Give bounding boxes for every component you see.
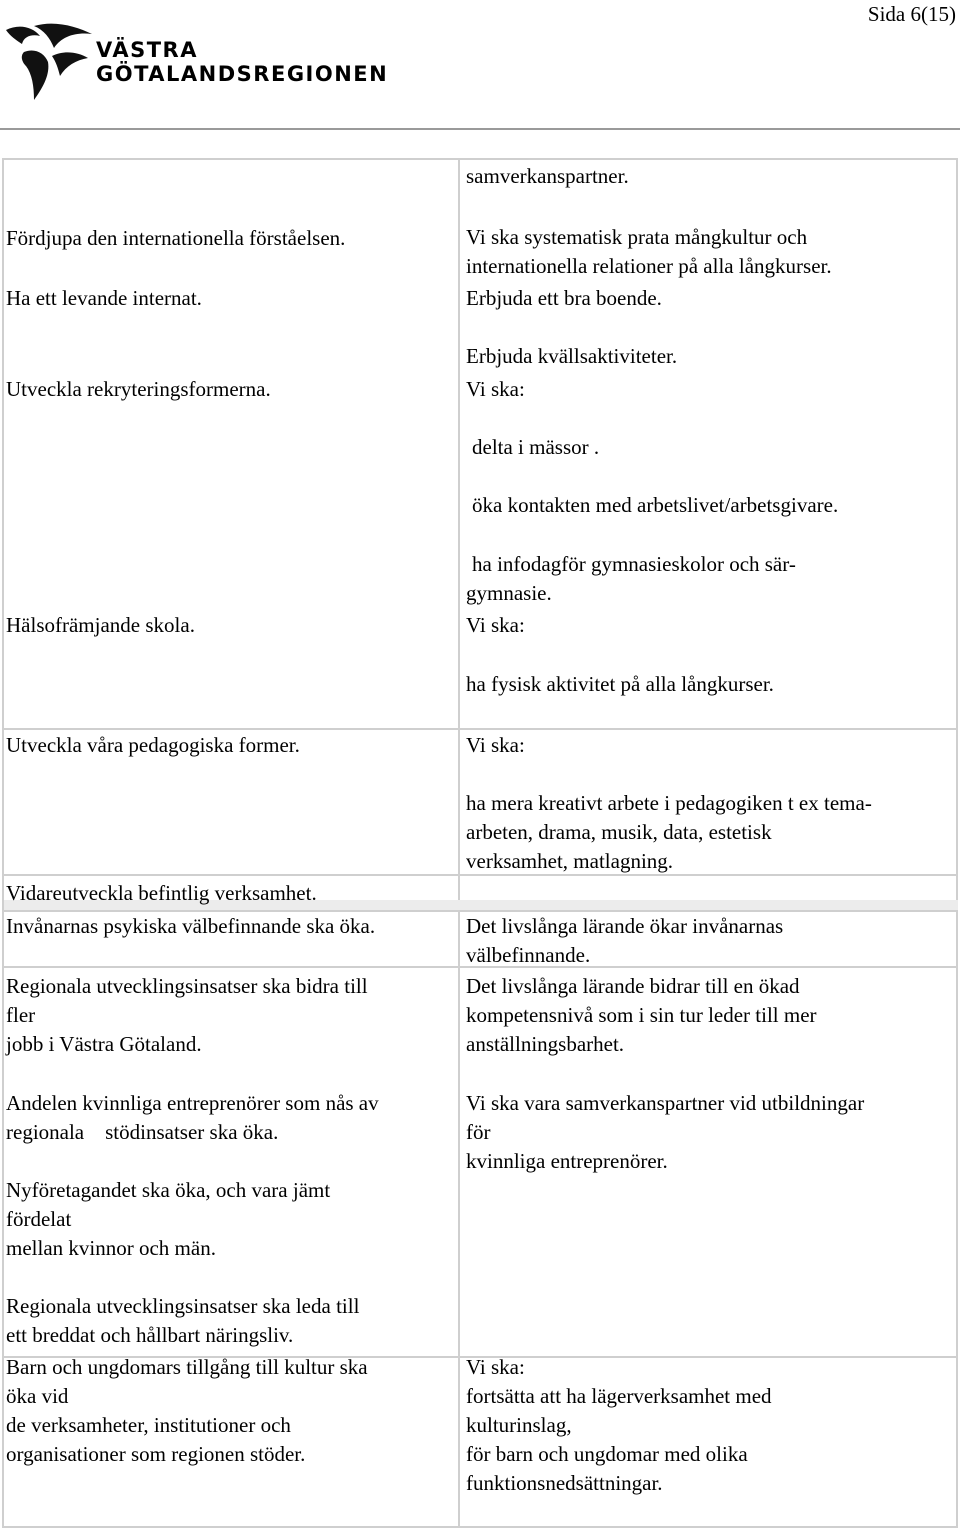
text-line: Nyföretagandet ska öka, och vara jämt (6, 1178, 331, 1202)
goal-sustainable-business (6, 1292, 359, 1350)
text-line: ha mera kreativt arbete i pedagogiken t ex tema- (466, 791, 872, 815)
text-line: öka vid (6, 1384, 69, 1408)
action-text (466, 912, 783, 970)
text-line: internationella relationer på alla långkurser. (466, 254, 832, 278)
text-line: Vi ska systematisk prata mångkultur och (466, 225, 808, 249)
text-line: Andelen kvinnliga entreprenörer som nås av (6, 1091, 379, 1115)
action-heading: Vi ska: (466, 377, 525, 401)
text-line: funktionsnedsättningar. (466, 1471, 663, 1495)
action-heading: Vi ska: (466, 613, 525, 637)
text-line: mellan kvinnor och män. (6, 1236, 216, 1260)
logo-wordmark (96, 38, 388, 86)
action-text (466, 223, 832, 281)
action-text: delta i mässor . (472, 435, 600, 459)
text-line: kulturinslag, (466, 1413, 572, 1437)
page-number: Sida 6(15) (867, 2, 956, 26)
action-text (466, 1382, 772, 1498)
logo-line-1: VÄSTRA (96, 38, 198, 62)
text-line: arbeten, drama, musik, data, estetisk (466, 820, 772, 844)
text-line: för (466, 1120, 491, 1144)
action-text (466, 1089, 864, 1176)
text-line: kompetensnivå som i sin tur leder till mer (466, 1003, 817, 1027)
text-line: de verksamheter, institutioner och (6, 1413, 291, 1437)
action-text (466, 550, 796, 608)
action-text: Erbjuda ett bra boende. (466, 286, 662, 310)
goal-health-school: Hälsofrämjande skola. (6, 613, 195, 637)
action-text (466, 972, 817, 1059)
text-line: kvinnliga entreprenörer. (466, 1149, 668, 1173)
text-line: fler (6, 1003, 36, 1027)
text-line: organisationer som regionen stöder. (6, 1442, 306, 1466)
goal-recruitment: Utveckla rekryteringsformerna. (6, 377, 271, 401)
text-line: jobb i Västra Götaland. (6, 1032, 202, 1056)
goal-boarding: Ha ett levande internat. (6, 286, 202, 310)
vgr-logo (4, 22, 389, 107)
goal-pedagogy: Utveckla våra pedagogiska former. (6, 733, 300, 757)
goal-youth-culture (6, 1353, 368, 1469)
goal-international-understanding: Fördjupa den internationella förståelsen. (6, 226, 346, 250)
logo-line-2: GÖTALANDSREGIONEN (96, 62, 389, 86)
text-line: Det livslånga lärande bidrar till en ökad (466, 974, 800, 998)
action-heading: Vi ska: (466, 733, 525, 757)
text-line: Vi ska vara samverkanspartner vid utbildningar (466, 1091, 865, 1115)
goal-mental-wellbeing: Invånarnas psykiska välbefinnande ska öka. (6, 914, 376, 938)
text-line: verksamhet, matlagning. (466, 849, 674, 873)
text-line: Barn och ungdomars tillgång till kultur ska (6, 1355, 368, 1379)
action-text: Erbjuda kvällsaktiviteter. (466, 344, 678, 368)
goal-new-businesses (6, 1176, 330, 1263)
text-line: för barn och ungdomar med olika (466, 1442, 748, 1466)
goal-regional-jobs (6, 972, 368, 1059)
goal-develop-existing: Vidareutveckla befintlig verksamhet. (6, 881, 317, 905)
text-line: Det livslånga lärande ökar invånarnas (466, 914, 784, 938)
text-line: gymnasie. (466, 581, 552, 605)
vgr-logo-mark-icon (4, 22, 94, 107)
text-line: ett breddat och hållbart näringsliv. (6, 1323, 294, 1347)
text-line: fortsätta att ha lägerverksamhet med (466, 1384, 772, 1408)
action-text (466, 789, 872, 876)
header-rule (0, 128, 960, 130)
text-line: välbefinnande. (466, 943, 591, 967)
action-text: öka kontakten med arbetslivet/arbetsgivare. (472, 493, 839, 517)
action-heading: Vi ska: (466, 1355, 525, 1379)
text-line: ha infodagför gymnasieskolor och sär- (472, 552, 796, 576)
text-line: anställningsbarhet. (466, 1032, 625, 1056)
text-line: Regionala utvecklingsinsatser ska leda till (6, 1294, 360, 1318)
text-line: Regionala utvecklingsinsatser ska bidra till (6, 974, 368, 998)
action-text: samverkanspartner. (466, 164, 629, 188)
text-line: fördelat (6, 1207, 72, 1231)
text-line: regionala stödinsatser ska öka. (6, 1120, 279, 1144)
goal-female-entrepreneurs (6, 1089, 379, 1147)
action-text: ha fysisk aktivitet på alla långkurser. (466, 672, 774, 696)
